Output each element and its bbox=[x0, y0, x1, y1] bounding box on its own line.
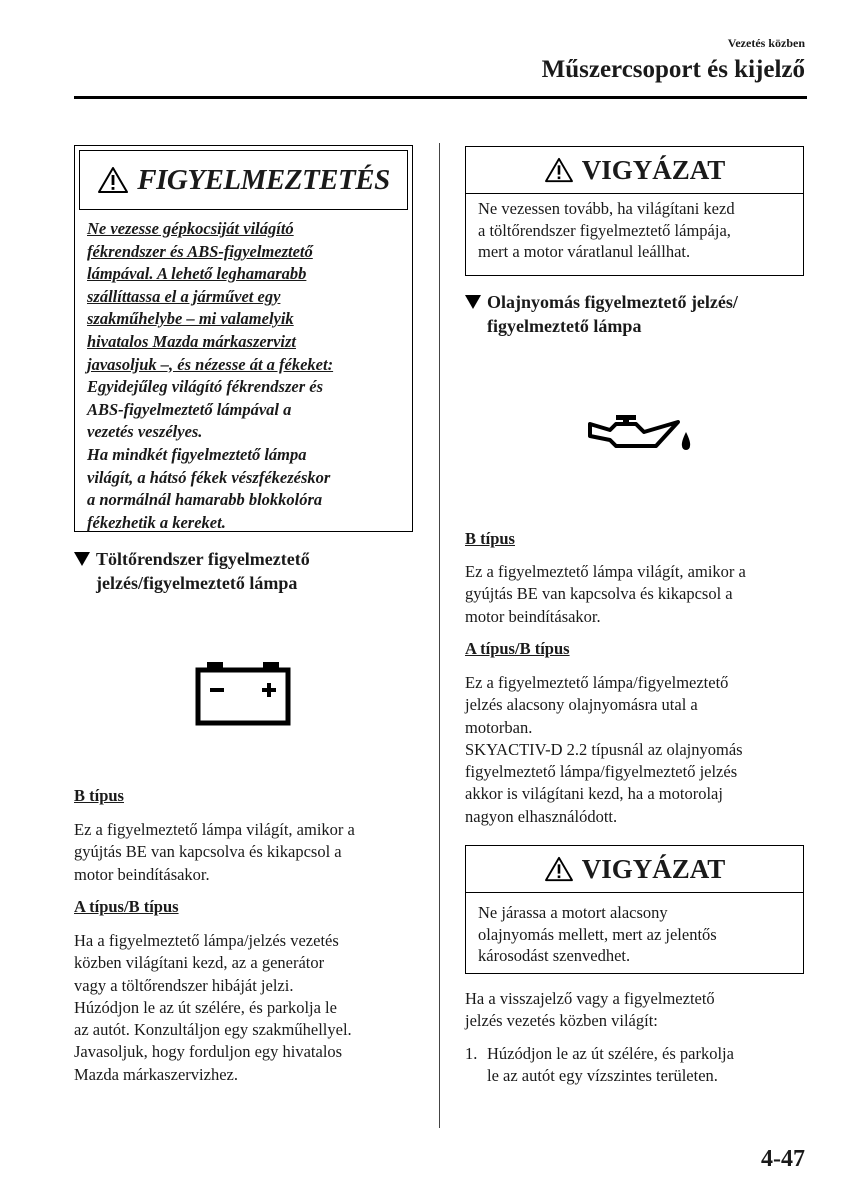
text-line: le az autót egy vízszintes területen. bbox=[487, 1066, 718, 1086]
warning-line: Ha mindkét figyelmeztető lámpa bbox=[87, 444, 307, 464]
page-title: Műszercsoport és kijelző bbox=[541, 56, 805, 83]
text-line: Ez a figyelmeztető lámpa világít, amikor a bbox=[74, 820, 355, 839]
b-type-text bbox=[74, 819, 355, 886]
text-line: gyújtás BE van kapcsolva és kikapcsol a bbox=[465, 584, 733, 604]
text-line: Ha a visszajelző vagy a figyelmeztető bbox=[465, 989, 715, 1008]
caution-header bbox=[466, 846, 803, 893]
indicator-intro-text bbox=[465, 988, 715, 1033]
oil-pressure-heading bbox=[465, 290, 738, 338]
b-type-label: B típus bbox=[465, 529, 515, 548]
caution-header bbox=[466, 147, 803, 194]
warning-line: javasoljuk –, és nézesse át a fékeket: bbox=[87, 354, 334, 374]
heading-line: Olajnyomás figyelmeztető jelzés/ bbox=[487, 292, 738, 312]
text-line: Húzódjon le az út szélére, és parkolja le bbox=[74, 997, 337, 1017]
text-line: motor beindításakor. bbox=[465, 606, 601, 626]
charging-system-heading bbox=[74, 547, 310, 595]
warning-line: Ne vezesse gépkocsiját világító bbox=[87, 219, 294, 238]
warning-line: vezetés veszélyes. bbox=[87, 422, 203, 442]
text-line: a töltőrendszer figyelmeztető lámpája, bbox=[478, 220, 731, 240]
text-line: Ez a figyelmeztető lámpa világít, amikor a bbox=[465, 562, 746, 581]
warning-line: ABS-figyelmeztető lámpával a bbox=[87, 399, 292, 419]
warning-title: FIGYELMEZTETÉS bbox=[137, 163, 390, 196]
heading-line: figyelmeztető lámpa bbox=[487, 316, 642, 336]
text-line: SKYACTIV-D 2.2 típusnál az olajnyomás bbox=[465, 739, 743, 759]
warning-line: Egyidejűleg világító fékrendszer és bbox=[87, 377, 324, 397]
text-line: akkor is világítani kezd, ha a motorolaj bbox=[465, 784, 723, 804]
warning-triangle-icon bbox=[544, 157, 574, 183]
warning-line: fékezhetik a kereket. bbox=[87, 512, 226, 532]
header-rule bbox=[74, 96, 807, 99]
b-type-text bbox=[465, 561, 746, 628]
warning-line: lámpával. A lehető leghamarabb bbox=[87, 264, 307, 284]
warning-triangle-icon bbox=[544, 856, 574, 882]
warning-line: szakműhelybe – mi valamelyik bbox=[87, 309, 294, 329]
text-line: nagyon elhasználódott. bbox=[465, 806, 618, 826]
oil-can-icon bbox=[586, 410, 696, 458]
warning-text bbox=[87, 218, 405, 534]
text-line: motorban. bbox=[465, 717, 533, 737]
text-line: Ne járassa a motort alacsony bbox=[478, 903, 668, 922]
text-line: motor beindításakor. bbox=[74, 864, 210, 884]
text-line: közben világítani kezd, az a generátor bbox=[74, 953, 325, 973]
bullet-triangle-icon bbox=[74, 552, 90, 566]
warning-line: fékrendszer és ABS-figyelmeztető bbox=[87, 241, 313, 261]
text-line: olajnyomás mellett, mert az jelentős bbox=[478, 924, 717, 944]
text-line: vagy a töltőrendszer hibáját jelzi. bbox=[74, 975, 294, 995]
ab-type-label: A típus/B típus bbox=[74, 897, 179, 916]
b-type-label: B típus bbox=[74, 786, 124, 805]
step-number: 1. bbox=[465, 1044, 478, 1063]
warning-box bbox=[74, 145, 413, 532]
caution-text bbox=[466, 893, 803, 967]
text-line: figyelmeztető lámpa/figyelmeztető jelzés bbox=[465, 762, 738, 782]
text-line: Húzódjon le az út szélére, és parkolja bbox=[487, 1044, 734, 1063]
text-line: az autót. Konzultáljon egy szakműhellyel. bbox=[74, 1020, 352, 1040]
warning-line: világít, a hátsó fékek vészfékezéskor bbox=[87, 467, 331, 487]
caution-box-1 bbox=[465, 146, 804, 276]
warning-line: szállíttassa el a járművet egy bbox=[87, 286, 281, 306]
heading-line: jelzés/figyelmeztető lámpa bbox=[96, 573, 298, 593]
warning-line: hivatalos Mazda márkaszervizt bbox=[87, 331, 297, 351]
text-line: jelzés alacsony olajnyomásra utal a bbox=[465, 695, 698, 715]
step-item bbox=[465, 1043, 734, 1088]
text-line: jelzés vezetés közben világít: bbox=[465, 1011, 658, 1031]
warning-header bbox=[79, 150, 408, 210]
text-line: károsodást szenvedhet. bbox=[478, 946, 631, 965]
ab-type-text bbox=[74, 930, 352, 1086]
ab-type-text bbox=[465, 672, 743, 828]
text-line: Ne vezessen tovább, ha világítani kezd bbox=[478, 199, 735, 218]
battery-icon bbox=[193, 658, 293, 728]
section-label: Vezetés közben bbox=[727, 36, 805, 50]
warning-line: a normálnál hamarabb blokkolóra bbox=[87, 490, 323, 510]
heading-line: Töltőrendszer figyelmeztető bbox=[96, 549, 310, 569]
caution-title: VIGYÁZAT bbox=[581, 154, 726, 185]
ab-type-label: A típus/B típus bbox=[465, 639, 570, 658]
text-line: Mazda márkaszervizhez. bbox=[74, 1064, 238, 1084]
caution-text bbox=[466, 194, 803, 263]
column-divider bbox=[439, 143, 440, 1128]
text-line: Ez a figyelmeztető lámpa/figyelmeztető bbox=[465, 673, 729, 692]
page-number: 4-47 bbox=[761, 1146, 805, 1172]
text-line: Javasoljuk, hogy forduljon egy hivatalos bbox=[74, 1042, 343, 1062]
caution-box-2 bbox=[465, 845, 804, 974]
text-line: mert a motor váratlanul leállhat. bbox=[478, 242, 691, 261]
text-line: gyújtás BE van kapcsolva és kikapcsol a bbox=[74, 842, 342, 862]
bullet-triangle-icon bbox=[465, 295, 481, 309]
text-line: Ha a figyelmeztető lámpa/jelzés vezetés bbox=[74, 931, 339, 950]
caution-title: VIGYÁZAT bbox=[581, 853, 726, 884]
warning-triangle-icon bbox=[97, 166, 129, 194]
